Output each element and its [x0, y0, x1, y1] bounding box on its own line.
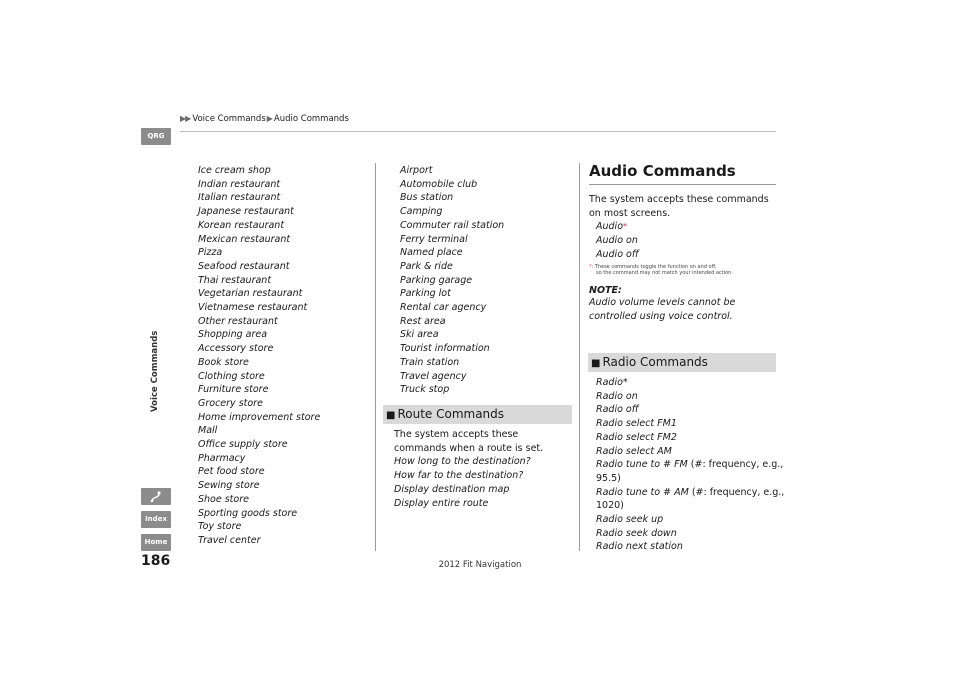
page-number: 186 — [141, 553, 171, 569]
list-item: Display destination map — [394, 483, 510, 495]
list-item: Vietnamese restaurant — [198, 302, 308, 314]
list-item: Audio off — [596, 248, 639, 260]
list-item: Vegetarian restaurant — [198, 288, 303, 300]
list-item: Seafood restaurant — [198, 260, 290, 272]
route-icon — [149, 490, 163, 503]
list-item: Clothing store — [198, 370, 265, 382]
list-item: Radio select FM2 — [596, 431, 677, 443]
radio-section — [596, 376, 785, 554]
list-item: Radio off — [596, 404, 639, 416]
navigation-tab[interactable] — [141, 488, 171, 505]
list-item: Radio seek up — [596, 514, 664, 526]
qrg-tab[interactable]: QRG — [141, 128, 171, 145]
list-item: Shopping area — [198, 329, 268, 341]
column-divider — [579, 163, 580, 551]
square-bullet-icon: ■ — [591, 358, 601, 369]
footnote-star: * — [622, 377, 628, 388]
list-item: Park & ride — [400, 260, 453, 272]
list-item: Mexican restaurant — [198, 233, 291, 245]
left-column — [198, 164, 320, 548]
list-item: Mall — [198, 425, 218, 437]
list-item: How long to the destination? — [394, 456, 531, 468]
list-item: Audio on — [596, 235, 638, 247]
list-item: Thai restaurant — [198, 274, 272, 286]
list-item: Indian restaurant — [198, 178, 281, 190]
list-item: Radio seek down — [596, 527, 677, 539]
note-body: Audio volume levels cannot be controlled using voice control. — [589, 297, 736, 322]
list-item: Commuter rail station — [400, 219, 505, 231]
footnote: *: These commands toggle the function on and off, so the command may not match your intended action. — [589, 264, 733, 276]
list-item-continuation: 95.5) — [596, 472, 621, 484]
index-tab[interactable]: Index — [141, 511, 171, 528]
list-item: Pet food store — [198, 466, 265, 478]
home-tab[interactable]: Home — [141, 534, 171, 551]
list-item: Office supply store — [198, 439, 288, 451]
list-item: Furniture store — [198, 384, 269, 396]
radio-command-list — [596, 376, 785, 554]
list-item: Home improvement store — [198, 411, 321, 423]
list-item: Ski area — [400, 329, 439, 341]
list-item: Accessory store — [198, 343, 274, 355]
list-item: Pizza — [198, 247, 223, 259]
list-item: Grocery store — [198, 397, 263, 409]
list-item: Japanese restaurant — [198, 206, 294, 218]
list-item: Book store — [198, 356, 249, 368]
list-item: Airport — [400, 165, 433, 176]
route-section — [394, 428, 572, 510]
audio-command-list — [596, 220, 776, 261]
list-item: Audio* — [596, 221, 628, 233]
list-item: Truck stop — [400, 384, 450, 396]
list-item: Tourist information — [400, 343, 490, 355]
breadcrumb-audio-commands: Audio Commands — [273, 114, 349, 124]
breadcrumb — [180, 114, 349, 124]
arrow-icon: ▶ — [266, 114, 273, 123]
list-item: Other restaurant — [198, 315, 278, 327]
middle-column — [400, 164, 504, 397]
square-bullet-icon: ■ — [386, 410, 396, 421]
header-rule — [180, 131, 776, 132]
list-item: Sporting goods store — [198, 507, 298, 519]
radio-commands-heading: ■ Radio Commands — [588, 353, 776, 372]
list-item: Ferry terminal — [400, 233, 468, 245]
list-item: Toy store — [198, 521, 242, 533]
list-item: Radio tune to # FM (#: frequency, e.g., — [596, 459, 784, 471]
audio-intro: The system accepts these commands on most screens. — [589, 194, 769, 219]
footnote-star: * — [623, 222, 628, 232]
list-item: Radio select AM — [596, 445, 672, 457]
list-item: Rental car agency — [400, 302, 487, 314]
list-item: Camping — [400, 206, 443, 218]
left-command-list — [198, 164, 320, 548]
breadcrumb-voice-commands[interactable]: Voice Commands — [192, 114, 266, 124]
list-item: Radio* — [596, 377, 628, 388]
list-item: Rest area — [400, 315, 446, 327]
route-command-list — [394, 455, 572, 510]
list-item: Bus station — [400, 192, 454, 204]
list-item: Travel center — [198, 534, 261, 546]
double-arrow-icon: ▶▶ — [180, 114, 191, 123]
column-divider — [375, 163, 376, 551]
list-item: Display entire route — [394, 497, 489, 509]
list-item: Ice cream shop — [198, 165, 271, 176]
route-intro: The system accepts these commands when a route is set. — [394, 429, 544, 454]
list-item: Radio select FM1 — [596, 418, 677, 430]
list-item: Automobile club — [400, 178, 478, 190]
list-item: Korean restaurant — [198, 219, 285, 231]
page-title: Audio Commands — [589, 162, 736, 180]
title-rule — [589, 184, 776, 185]
list-item-continuation: 1020) — [596, 500, 624, 512]
middle-command-list — [400, 164, 504, 397]
document-footer: 2012 Fit Navigation — [438, 560, 522, 570]
note-title: NOTE: — [589, 285, 622, 296]
note-block — [589, 285, 779, 323]
list-item: Italian restaurant — [198, 192, 281, 204]
list-item: Named place — [400, 247, 463, 259]
list-item: How far to the destination? — [394, 470, 524, 482]
list-item: Radio next station — [596, 541, 683, 553]
section-side-label: Voice Commands — [150, 330, 160, 412]
list-item: Train station — [400, 356, 460, 368]
list-item: Parking garage — [400, 274, 473, 286]
list-item: Sewing store — [198, 480, 260, 492]
list-item: Radio tune to # AM (#: frequency, e.g., — [596, 486, 785, 498]
list-item: Parking lot — [400, 288, 451, 300]
list-item: Radio on — [596, 390, 638, 402]
list-item: Travel agency — [400, 370, 467, 382]
list-item: Pharmacy — [198, 452, 246, 464]
audio-section — [589, 193, 776, 262]
route-commands-heading: ■ Route Commands — [383, 405, 572, 424]
list-item: Shoe store — [198, 493, 249, 505]
